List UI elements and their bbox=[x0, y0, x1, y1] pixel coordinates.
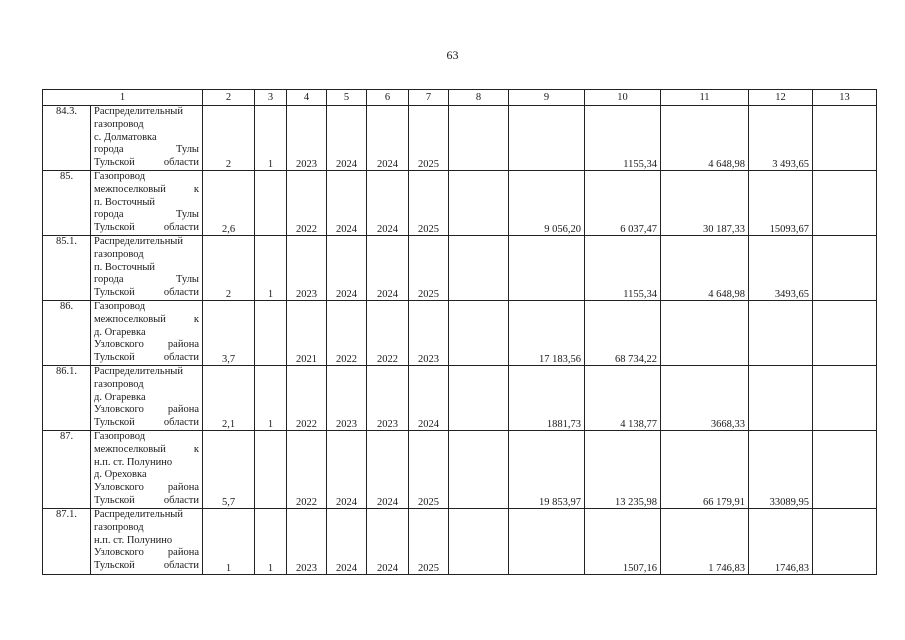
column-header-12: 12 bbox=[749, 90, 813, 106]
cell-col-4: 2022 bbox=[287, 366, 327, 431]
cell-col-9 bbox=[509, 236, 585, 301]
cell-col-6: 2024 bbox=[367, 106, 409, 171]
table-row bbox=[43, 431, 877, 509]
cell-col-6: 2022 bbox=[367, 301, 409, 366]
object-name-line: города Тулы bbox=[94, 144, 199, 156]
row-number: 86. bbox=[43, 301, 91, 366]
cell-col-12: 3493,65 bbox=[749, 236, 813, 301]
row-number: 85.1. bbox=[43, 236, 91, 301]
cell-col-10: 1155,34 bbox=[585, 236, 661, 301]
cell-col-11: 66 179,91 bbox=[661, 431, 749, 509]
cell-col-11: 3668,33 bbox=[661, 366, 749, 431]
object-name-line: Узловского района bbox=[94, 339, 199, 351]
cell-col-3 bbox=[255, 301, 287, 366]
cell-col-13 bbox=[813, 366, 877, 431]
object-name-line: н.п. ст. Полунино bbox=[94, 534, 173, 546]
cell-col-8 bbox=[449, 431, 509, 509]
cell-col-3: 1 bbox=[255, 236, 287, 301]
cell-col-7: 2025 bbox=[409, 431, 449, 509]
column-header-8: 8 bbox=[449, 90, 509, 106]
cell-col-8 bbox=[449, 106, 509, 171]
cell-col-13 bbox=[813, 171, 877, 236]
cell-col-5: 2024 bbox=[327, 171, 367, 236]
cell-col-5: 2024 bbox=[327, 106, 367, 171]
object-name-line: Распределительный bbox=[94, 236, 183, 247]
cell-col-8 bbox=[449, 236, 509, 301]
cell-col-3: 1 bbox=[255, 509, 287, 575]
cell-col-6: 2024 bbox=[367, 236, 409, 301]
cell-col-11 bbox=[661, 301, 749, 366]
object-name-line: Тульской области bbox=[94, 287, 199, 299]
object-name-line: н.п. ст. Полунино bbox=[94, 456, 173, 468]
table-row bbox=[43, 509, 877, 575]
object-name-line: Тульской области bbox=[94, 222, 199, 234]
cell-col-12: 3 493,65 bbox=[749, 106, 813, 171]
column-header-4: 4 bbox=[287, 90, 327, 106]
object-name-line: Тульской области bbox=[94, 417, 199, 429]
page-number: 63 bbox=[446, 48, 459, 62]
cell-col-5: 2024 bbox=[327, 509, 367, 575]
cell-col-10: 68 734,22 bbox=[585, 301, 661, 366]
object-name bbox=[91, 301, 203, 366]
cell-col-13 bbox=[813, 106, 877, 171]
object-name-line: Тульской области bbox=[94, 494, 199, 506]
cell-col-2: 5,7 bbox=[203, 431, 255, 509]
cell-col-6: 2024 bbox=[367, 509, 409, 575]
cell-col-6: 2024 bbox=[367, 171, 409, 236]
table-row bbox=[43, 171, 877, 236]
object-name-line: Тульской области bbox=[94, 560, 199, 572]
column-header-7: 7 bbox=[409, 90, 449, 106]
cell-col-7: 2025 bbox=[409, 171, 449, 236]
object-name bbox=[91, 431, 203, 509]
object-name-line: газопровод bbox=[94, 521, 144, 533]
cell-col-4: 2021 bbox=[287, 301, 327, 366]
cell-col-13 bbox=[813, 301, 877, 366]
cell-col-2: 2 bbox=[203, 236, 255, 301]
cell-col-4: 2023 bbox=[287, 236, 327, 301]
column-header-1: 1 bbox=[43, 90, 203, 106]
object-name-line: Газопровод bbox=[94, 171, 146, 182]
header-row bbox=[43, 90, 877, 106]
cell-col-2: 1 bbox=[203, 509, 255, 575]
cell-col-12 bbox=[749, 301, 813, 366]
cell-col-13 bbox=[813, 236, 877, 301]
cell-col-10: 4 138,77 bbox=[585, 366, 661, 431]
cell-col-11: 4 648,98 bbox=[661, 106, 749, 171]
cell-col-10: 6 037,47 bbox=[585, 171, 661, 236]
cell-col-3: 1 bbox=[255, 106, 287, 171]
object-name-line: города Тулы bbox=[94, 274, 199, 286]
cell-col-6: 2024 bbox=[367, 431, 409, 509]
cell-col-7: 2025 bbox=[409, 106, 449, 171]
object-name-line: д. Огаревка bbox=[94, 326, 146, 338]
cell-col-2: 2,6 bbox=[203, 171, 255, 236]
cell-col-7: 2023 bbox=[409, 301, 449, 366]
object-name-line: с. Долматовка bbox=[94, 131, 157, 143]
cell-col-10: 13 235,98 bbox=[585, 431, 661, 509]
object-name bbox=[91, 509, 203, 575]
object-name bbox=[91, 366, 203, 431]
object-name-line: межпоселковый к bbox=[94, 183, 199, 195]
cell-col-9: 19 853,97 bbox=[509, 431, 585, 509]
cell-col-11: 30 187,33 bbox=[661, 171, 749, 236]
row-number: 87. bbox=[43, 431, 91, 509]
cell-col-7: 2024 bbox=[409, 366, 449, 431]
cell-col-13 bbox=[813, 431, 877, 509]
cell-col-9: 17 183,56 bbox=[509, 301, 585, 366]
table-body bbox=[43, 106, 877, 575]
cell-col-3: 1 bbox=[255, 366, 287, 431]
row-number: 85. bbox=[43, 171, 91, 236]
table-row bbox=[43, 106, 877, 171]
column-header-5: 5 bbox=[327, 90, 367, 106]
cell-col-5: 2023 bbox=[327, 366, 367, 431]
cell-col-11: 4 648,98 bbox=[661, 236, 749, 301]
row-number: 86.1. bbox=[43, 366, 91, 431]
cell-col-12: 33089,95 bbox=[749, 431, 813, 509]
object-name-line: Распределительный bbox=[94, 106, 183, 117]
column-header-11: 11 bbox=[661, 90, 749, 106]
object-name-line: города Тулы bbox=[94, 209, 199, 221]
cell-col-6: 2023 bbox=[367, 366, 409, 431]
cell-col-9: 9 056,20 bbox=[509, 171, 585, 236]
object-name-line: Узловского района bbox=[94, 404, 199, 416]
object-name-line: Тульской области bbox=[94, 157, 199, 169]
cell-col-4: 2023 bbox=[287, 106, 327, 171]
object-name-line: д. Огаревка bbox=[94, 391, 146, 403]
cell-col-10: 1507,16 bbox=[585, 509, 661, 575]
object-name-line: Газопровод bbox=[94, 301, 146, 312]
cell-col-2: 2,1 bbox=[203, 366, 255, 431]
cell-col-5: 2022 bbox=[327, 301, 367, 366]
cell-col-8 bbox=[449, 509, 509, 575]
cell-col-4: 2022 bbox=[287, 431, 327, 509]
cell-col-8 bbox=[449, 171, 509, 236]
object-name-line: Узловского района bbox=[94, 547, 199, 559]
object-name-line: межпоселковый к bbox=[94, 313, 199, 325]
object-name-line: межпоселковый к bbox=[94, 443, 199, 455]
column-header-3: 3 bbox=[255, 90, 287, 106]
cell-col-12 bbox=[749, 366, 813, 431]
cell-col-12: 1746,83 bbox=[749, 509, 813, 575]
object-name-line: Газопровод bbox=[94, 431, 146, 442]
object-name-line: п. Восточный bbox=[94, 261, 156, 273]
object-name bbox=[91, 171, 203, 236]
cell-col-5: 2024 bbox=[327, 431, 367, 509]
cell-col-4: 2022 bbox=[287, 171, 327, 236]
cell-col-12: 15093,67 bbox=[749, 171, 813, 236]
cell-col-7: 2025 bbox=[409, 509, 449, 575]
object-name-line: Распределительный bbox=[94, 509, 183, 520]
object-name bbox=[91, 236, 203, 301]
table-row bbox=[43, 236, 877, 301]
cell-col-3 bbox=[255, 431, 287, 509]
cell-col-10: 1155,34 bbox=[585, 106, 661, 171]
table-row bbox=[43, 366, 877, 431]
object-name-line: Распределительный bbox=[94, 366, 183, 377]
cell-col-9 bbox=[509, 509, 585, 575]
cell-col-2: 2 bbox=[203, 106, 255, 171]
cell-col-13 bbox=[813, 509, 877, 575]
cell-col-7: 2025 bbox=[409, 236, 449, 301]
object-name-line: газопровод bbox=[94, 118, 144, 130]
cell-col-2: 3,7 bbox=[203, 301, 255, 366]
cell-col-8 bbox=[449, 301, 509, 366]
row-number: 87.1. bbox=[43, 509, 91, 575]
table-row bbox=[43, 301, 877, 366]
object-name-line: Узловского района bbox=[94, 482, 199, 494]
cell-col-8 bbox=[449, 366, 509, 431]
cell-col-4: 2023 bbox=[287, 509, 327, 575]
object-name-line: газопровод bbox=[94, 378, 144, 390]
object-name-line: Тульской области bbox=[94, 352, 199, 364]
cell-col-5: 2024 bbox=[327, 236, 367, 301]
column-header-10: 10 bbox=[585, 90, 661, 106]
data-table bbox=[42, 89, 877, 575]
cell-col-3 bbox=[255, 171, 287, 236]
object-name-line: газопровод bbox=[94, 248, 144, 260]
cell-col-9: 1881,73 bbox=[509, 366, 585, 431]
object-name bbox=[91, 106, 203, 171]
cell-col-11: 1 746,83 bbox=[661, 509, 749, 575]
column-header-2: 2 bbox=[203, 90, 255, 106]
object-name-line: д. Ореховка bbox=[94, 469, 147, 481]
row-number: 84.3. bbox=[43, 106, 91, 171]
column-header-6: 6 bbox=[367, 90, 409, 106]
cell-col-9 bbox=[509, 106, 585, 171]
object-name-line: п. Восточный bbox=[94, 196, 156, 208]
column-header-9: 9 bbox=[509, 90, 585, 106]
column-header-13: 13 bbox=[813, 90, 877, 106]
